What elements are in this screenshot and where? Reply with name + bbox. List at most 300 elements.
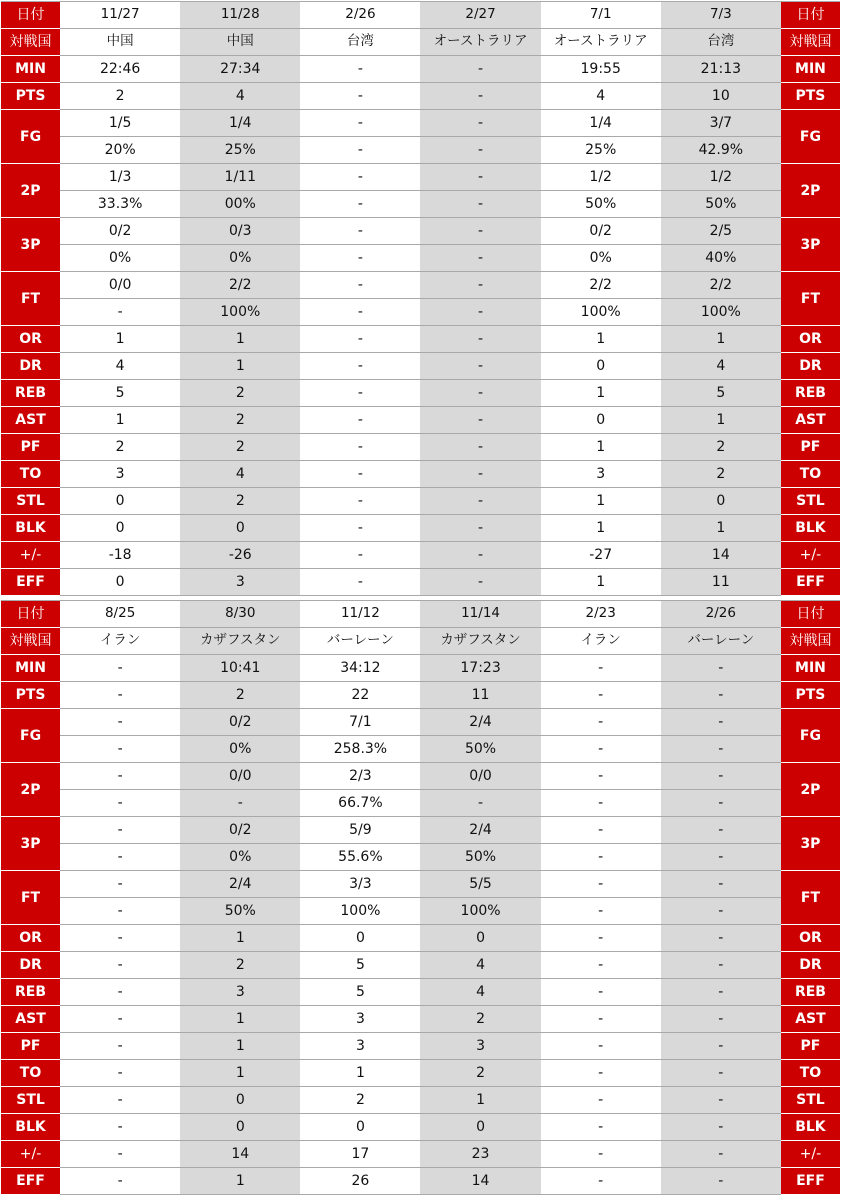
ft-cell: -: [60, 871, 180, 898]
2p-pct-cell: 00%: [180, 191, 300, 218]
stl-label-left: STL: [1, 488, 60, 515]
eff-cell: -: [420, 569, 540, 596]
stats-table-1: [1, 1, 840, 596]
2p-pct-cell: -: [60, 790, 180, 817]
blk-cell: -: [300, 515, 420, 542]
2p-cell: 1/2: [541, 164, 661, 191]
eff-cell: 0: [60, 569, 180, 596]
dr-cell: 4: [60, 353, 180, 380]
eff-label-right: EFF: [781, 1168, 840, 1195]
3p-pct-cell: 50%: [420, 844, 540, 871]
reb-row: [1, 380, 840, 407]
date-cell: 11/28: [180, 2, 300, 29]
fg-cell: 1/5: [60, 110, 180, 137]
stl-row: [1, 1087, 840, 1114]
ft-pct-cell: -: [60, 299, 180, 326]
pf-cell: 2: [180, 434, 300, 461]
blk-cell: 1: [661, 515, 781, 542]
fg-cell: 7/1: [300, 709, 420, 736]
or-label-right: OR: [781, 326, 840, 353]
plus-minus-label-left: +/-: [1, 1141, 60, 1168]
blk-cell: -: [420, 515, 540, 542]
stl-cell: 1: [420, 1087, 540, 1114]
to-cell: 4: [180, 461, 300, 488]
3p-cell: 2/4: [420, 817, 540, 844]
3p-pct-cell: -: [661, 844, 781, 871]
eff-cell: 26: [300, 1168, 420, 1195]
date-cell: 8/25: [60, 601, 180, 628]
2p-cell: 0/0: [180, 763, 300, 790]
to-cell: -: [420, 461, 540, 488]
opponent-cell: カザフスタン: [180, 628, 300, 655]
ft-pct-cell: -: [661, 898, 781, 925]
min-cell: 21:13: [661, 56, 781, 83]
pf-cell: 3: [300, 1033, 420, 1060]
ast-cell: 1: [661, 407, 781, 434]
reb-cell: 5: [300, 979, 420, 1006]
to-cell: 1: [180, 1060, 300, 1087]
date-cell: 11/14: [420, 601, 540, 628]
pts-cell: -: [300, 83, 420, 110]
to-cell: 3: [541, 461, 661, 488]
or-cell: 1: [661, 326, 781, 353]
eff-cell: -: [541, 1168, 661, 1195]
pts-cell: 2: [60, 83, 180, 110]
blk-cell: -: [60, 1114, 180, 1141]
2p-cell: 1/3: [60, 164, 180, 191]
pts-label-left: PTS: [1, 682, 60, 709]
eff-cell: 1: [541, 569, 661, 596]
ast-cell: -: [420, 407, 540, 434]
fg-cell: -: [661, 709, 781, 736]
or-cell: 0: [300, 925, 420, 952]
3p-pct-cell: -: [420, 245, 540, 272]
plus-minus-cell: -: [300, 542, 420, 569]
3p-label-left: 3P: [1, 218, 60, 272]
plus-minus-cell: -: [541, 1141, 661, 1168]
2p-label-right: 2P: [781, 763, 840, 817]
fg-pct-cell: -: [300, 137, 420, 164]
date-cell: 2/27: [420, 2, 540, 29]
plus-minus-cell: 14: [180, 1141, 300, 1168]
blk-label-right: BLK: [781, 515, 840, 542]
3p-label-left: 3P: [1, 817, 60, 871]
ast-cell: 1: [60, 407, 180, 434]
to-cell: 3: [60, 461, 180, 488]
stl-cell: -: [420, 488, 540, 515]
date-label-left: 日付: [1, 2, 60, 29]
min-label-right: MIN: [781, 56, 840, 83]
stl-cell: 2: [300, 1087, 420, 1114]
ft-row: [1, 871, 840, 898]
dr-cell: 1: [180, 353, 300, 380]
2p-cell: -: [541, 763, 661, 790]
2p-pct-cell: 50%: [661, 191, 781, 218]
or-cell: 1: [180, 326, 300, 353]
ft-label-left: FT: [1, 272, 60, 326]
2p-pct-cell: -: [420, 790, 540, 817]
pts-cell: -: [541, 682, 661, 709]
plus-minus-cell: 14: [661, 542, 781, 569]
2p-label-left: 2P: [1, 763, 60, 817]
min-cell: -: [541, 655, 661, 682]
date-label-left: 日付: [1, 601, 60, 628]
ft-pct-cell: -: [420, 299, 540, 326]
pts-label-right: PTS: [781, 682, 840, 709]
stl-cell: -: [300, 488, 420, 515]
pf-cell: -: [300, 434, 420, 461]
blk-cell: 0: [300, 1114, 420, 1141]
opponent-label-right: 対戦国: [781, 628, 840, 655]
blk-cell: -: [661, 1114, 781, 1141]
fg-pct-cell: -: [60, 736, 180, 763]
opponent-cell: バーレーン: [661, 628, 781, 655]
or-label-left: OR: [1, 326, 60, 353]
opponent-cell: オーストラリア: [541, 29, 661, 56]
fg-pct-cell: 50%: [420, 736, 540, 763]
dr-cell: -: [661, 952, 781, 979]
2p-pct-cell: -: [180, 790, 300, 817]
eff-cell: -: [60, 1168, 180, 1195]
reb-cell: -: [300, 380, 420, 407]
2p-cell: -: [300, 164, 420, 191]
blk-label-left: BLK: [1, 515, 60, 542]
or-row: [1, 925, 840, 952]
eff-cell: -: [661, 1168, 781, 1195]
3p-label-right: 3P: [781, 218, 840, 272]
pf-cell: 2: [60, 434, 180, 461]
blk-cell: 0: [420, 1114, 540, 1141]
reb-label-left: REB: [1, 380, 60, 407]
2p-cell: -: [420, 164, 540, 191]
2p-pct-row: [1, 191, 840, 218]
dr-label-left: DR: [1, 353, 60, 380]
fg-label-left: FG: [1, 110, 60, 164]
stl-cell: 0: [60, 488, 180, 515]
reb-cell: 5: [661, 380, 781, 407]
fg-label-right: FG: [781, 110, 840, 164]
2p-label-left: 2P: [1, 164, 60, 218]
2p-pct-cell: -: [541, 790, 661, 817]
min-cell: -: [60, 655, 180, 682]
eff-cell: 11: [661, 569, 781, 596]
opponent-label-left: 対戦国: [1, 29, 60, 56]
eff-cell: 1: [180, 1168, 300, 1195]
pts-row: [1, 83, 840, 110]
ft-cell: -: [541, 871, 661, 898]
min-cell: 10:41: [180, 655, 300, 682]
pf-label-left: PF: [1, 434, 60, 461]
ft-cell: 2/4: [180, 871, 300, 898]
min-row: [1, 655, 840, 682]
pts-cell: -: [661, 682, 781, 709]
dr-cell: 4: [420, 952, 540, 979]
fg-cell: 1/4: [541, 110, 661, 137]
reb-cell: -: [60, 979, 180, 1006]
eff-row: [1, 569, 840, 596]
dr-cell: 2: [180, 952, 300, 979]
blk-row: [1, 515, 840, 542]
date-cell: 2/26: [300, 2, 420, 29]
min-cell: -: [661, 655, 781, 682]
3p-cell: 0/2: [541, 218, 661, 245]
date-cell: 11/27: [60, 2, 180, 29]
fg-pct-cell: 25%: [180, 137, 300, 164]
ft-pct-cell: 100%: [661, 299, 781, 326]
pf-cell: 2: [661, 434, 781, 461]
fg-row: [1, 110, 840, 137]
3p-cell: -: [300, 218, 420, 245]
opponent-cell: 中国: [60, 29, 180, 56]
3p-cell: -: [60, 817, 180, 844]
ft-cell: 2/2: [180, 272, 300, 299]
plus-minus-row: [1, 1141, 840, 1168]
to-row: [1, 461, 840, 488]
fg-pct-cell: 25%: [541, 137, 661, 164]
ast-cell: 0: [541, 407, 661, 434]
eff-label-left: EFF: [1, 569, 60, 596]
opponent-row: [1, 628, 840, 655]
ft-pct-cell: -: [300, 299, 420, 326]
ft-cell: 2/2: [541, 272, 661, 299]
plus-minus-cell: 23: [420, 1141, 540, 1168]
opponent-cell: 中国: [180, 29, 300, 56]
opponent-cell: イラン: [541, 628, 661, 655]
reb-cell: 3: [180, 979, 300, 1006]
blk-label-left: BLK: [1, 1114, 60, 1141]
2p-row: [1, 763, 840, 790]
to-cell: 1: [300, 1060, 420, 1087]
3p-pct-cell: 40%: [661, 245, 781, 272]
3p-cell: -: [661, 817, 781, 844]
opponent-row: [1, 29, 840, 56]
ast-label-left: AST: [1, 407, 60, 434]
to-label-right: TO: [781, 461, 840, 488]
fg-pct-cell: 20%: [60, 137, 180, 164]
or-cell: -: [300, 326, 420, 353]
ast-row: [1, 1006, 840, 1033]
reb-cell: -: [661, 979, 781, 1006]
2p-pct-cell: 50%: [541, 191, 661, 218]
3p-pct-row: [1, 844, 840, 871]
stl-cell: -: [661, 1087, 781, 1114]
ft-cell: 0/0: [60, 272, 180, 299]
pf-cell: 1: [541, 434, 661, 461]
ft-label-right: FT: [781, 272, 840, 326]
opponent-cell: オーストラリア: [420, 29, 540, 56]
reb-cell: 2: [180, 380, 300, 407]
pf-label-right: PF: [781, 1033, 840, 1060]
ast-row: [1, 407, 840, 434]
stl-cell: 2: [180, 488, 300, 515]
reb-label-right: REB: [781, 979, 840, 1006]
stl-cell: -: [541, 1087, 661, 1114]
pf-cell: -: [661, 1033, 781, 1060]
plus-minus-cell: -: [60, 1141, 180, 1168]
plus-minus-cell: -26: [180, 542, 300, 569]
blk-cell: 0: [180, 515, 300, 542]
2p-cell: 0/0: [420, 763, 540, 790]
3p-pct-cell: -: [300, 245, 420, 272]
reb-label-left: REB: [1, 979, 60, 1006]
dr-label-right: DR: [781, 353, 840, 380]
blk-label-right: BLK: [781, 1114, 840, 1141]
to-row: [1, 1060, 840, 1087]
fg-cell: -: [60, 709, 180, 736]
3p-pct-cell: 0%: [541, 245, 661, 272]
or-cell: -: [541, 925, 661, 952]
or-label-left: OR: [1, 925, 60, 952]
or-row: [1, 326, 840, 353]
min-label-left: MIN: [1, 655, 60, 682]
min-cell: 19:55: [541, 56, 661, 83]
3p-row: [1, 817, 840, 844]
stats-table-2: [1, 600, 840, 1195]
dr-label-right: DR: [781, 952, 840, 979]
fg-label-left: FG: [1, 709, 60, 763]
pf-cell: -: [60, 1033, 180, 1060]
pts-cell: -: [60, 682, 180, 709]
ast-cell: -: [60, 1006, 180, 1033]
stl-row: [1, 488, 840, 515]
ft-cell: -: [420, 272, 540, 299]
2p-pct-cell: -: [300, 191, 420, 218]
plus-minus-cell: -: [420, 542, 540, 569]
pts-cell: 4: [180, 83, 300, 110]
pf-label-right: PF: [781, 434, 840, 461]
to-cell: -: [661, 1060, 781, 1087]
plus-minus-cell: 17: [300, 1141, 420, 1168]
fg-pct-row: [1, 736, 840, 763]
min-row: [1, 56, 840, 83]
3p-cell: -: [541, 817, 661, 844]
pts-cell: -: [420, 83, 540, 110]
to-cell: -: [541, 1060, 661, 1087]
to-label-left: TO: [1, 1060, 60, 1087]
reb-cell: -: [541, 979, 661, 1006]
ft-pct-cell: 100%: [541, 299, 661, 326]
ft-pct-cell: 100%: [420, 898, 540, 925]
reb-cell: -: [420, 380, 540, 407]
fg-pct-cell: 258.3%: [300, 736, 420, 763]
to-cell: -: [60, 1060, 180, 1087]
ft-pct-cell: 100%: [300, 898, 420, 925]
ft-cell: 3/3: [300, 871, 420, 898]
pf-cell: -: [541, 1033, 661, 1060]
pts-row: [1, 682, 840, 709]
3p-cell: 5/9: [300, 817, 420, 844]
3p-cell: 0/2: [60, 218, 180, 245]
date-cell: 8/30: [180, 601, 300, 628]
fg-row: [1, 709, 840, 736]
2p-cell: 1/2: [661, 164, 781, 191]
min-cell: 22:46: [60, 56, 180, 83]
ft-row: [1, 272, 840, 299]
pf-cell: 3: [420, 1033, 540, 1060]
blk-cell: -: [541, 1114, 661, 1141]
pts-cell: 2: [180, 682, 300, 709]
eff-cell: -: [300, 569, 420, 596]
3p-cell: 2/5: [661, 218, 781, 245]
3p-cell: 0/3: [180, 218, 300, 245]
dr-cell: 0: [541, 353, 661, 380]
ast-cell: -: [300, 407, 420, 434]
2p-cell: 1/11: [180, 164, 300, 191]
ft-pct-row: [1, 898, 840, 925]
stl-cell: 1: [541, 488, 661, 515]
3p-cell: -: [420, 218, 540, 245]
dr-row: [1, 952, 840, 979]
pf-cell: -: [420, 434, 540, 461]
to-cell: -: [300, 461, 420, 488]
date-cell: 11/12: [300, 601, 420, 628]
3p-pct-cell: -: [541, 844, 661, 871]
ast-cell: 2: [180, 407, 300, 434]
3p-pct-cell: 0%: [180, 844, 300, 871]
opponent-cell: 台湾: [661, 29, 781, 56]
reb-row: [1, 979, 840, 1006]
fg-cell: -: [541, 709, 661, 736]
min-cell: -: [300, 56, 420, 83]
blk-cell: 0: [180, 1114, 300, 1141]
plus-minus-row: [1, 542, 840, 569]
3p-pct-row: [1, 245, 840, 272]
pts-label-left: PTS: [1, 83, 60, 110]
2p-pct-cell: -: [420, 191, 540, 218]
or-cell: 1: [180, 925, 300, 952]
fg-label-right: FG: [781, 709, 840, 763]
dr-cell: -: [300, 353, 420, 380]
2p-cell: -: [661, 763, 781, 790]
fg-cell: 2/4: [420, 709, 540, 736]
ast-label-left: AST: [1, 1006, 60, 1033]
ast-cell: 2: [420, 1006, 540, 1033]
ft-cell: -: [300, 272, 420, 299]
reb-label-right: REB: [781, 380, 840, 407]
dr-cell: -: [60, 952, 180, 979]
ft-cell: 2/2: [661, 272, 781, 299]
ast-cell: -: [541, 1006, 661, 1033]
ft-pct-cell: 50%: [180, 898, 300, 925]
ft-label-left: FT: [1, 871, 60, 925]
dr-cell: -: [541, 952, 661, 979]
to-cell: 2: [661, 461, 781, 488]
to-cell: 2: [420, 1060, 540, 1087]
pts-cell: 10: [661, 83, 781, 110]
min-label-right: MIN: [781, 655, 840, 682]
min-cell: 17:23: [420, 655, 540, 682]
to-label-right: TO: [781, 1060, 840, 1087]
reb-cell: 4: [420, 979, 540, 1006]
3p-pct-cell: -: [60, 844, 180, 871]
pf-label-left: PF: [1, 1033, 60, 1060]
opponent-cell: イラン: [60, 628, 180, 655]
3p-pct-cell: 55.6%: [300, 844, 420, 871]
2p-cell: 2/3: [300, 763, 420, 790]
ft-cell: 5/5: [420, 871, 540, 898]
fg-pct-cell: 0%: [180, 736, 300, 763]
ast-label-right: AST: [781, 1006, 840, 1033]
or-cell: -: [661, 925, 781, 952]
date-label-right: 日付: [781, 601, 840, 628]
3p-label-right: 3P: [781, 817, 840, 871]
date-cell: 7/3: [661, 2, 781, 29]
plus-minus-label-right: +/-: [781, 542, 840, 569]
reb-cell: 5: [60, 380, 180, 407]
stl-label-right: STL: [781, 488, 840, 515]
ft-cell: -: [661, 871, 781, 898]
2p-pct-cell: 33.3%: [60, 191, 180, 218]
